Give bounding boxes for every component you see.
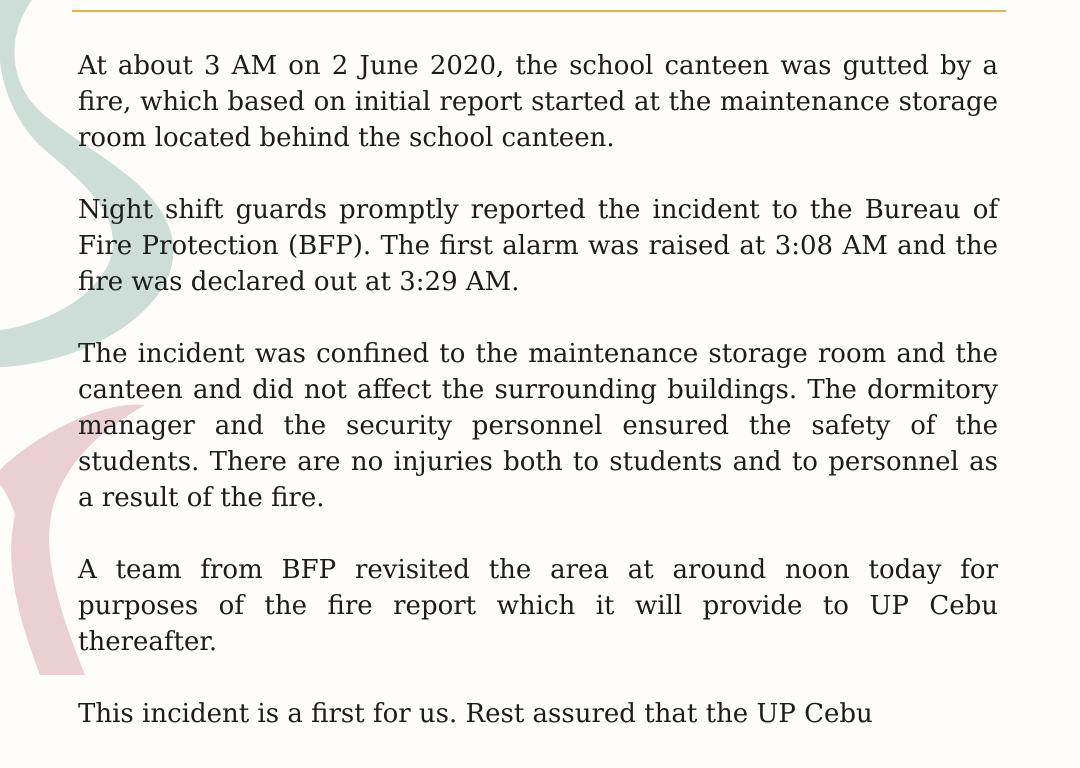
paragraph-safety: The incident was confined to the maintenance storage room and the canteen and did not affect the surrounding buildings. The dormitory manager and the security personnel ensured the safety of the students. There are no injuries both to students and to personnel as a result of the fire. xyxy=(78,339,998,513)
paragraph-incident-summary: At about 3 AM on 2 June 2020, the school canteen was gutted by a fire, which based on initial report started at the maintenance storage room located behind the school canteen. xyxy=(78,51,998,153)
statement-body xyxy=(78,48,998,768)
paragraph-bfp-report: Night shift guards promptly reported the incident to the Bureau of Fire Protection (BFP). The first alarm was raised at 3:08 AM and the fire was declared out at 3:29 AM. xyxy=(78,195,998,297)
paragraph-bfp-revisit: A team from BFP revisited the area at around noon today for purposes of the fire report which it will provide to UP Cebu thereafter. xyxy=(78,555,998,657)
paragraph-closing: This incident is a first for us. Rest assured that the UP Cebu xyxy=(78,699,873,729)
header-divider xyxy=(72,10,1006,12)
